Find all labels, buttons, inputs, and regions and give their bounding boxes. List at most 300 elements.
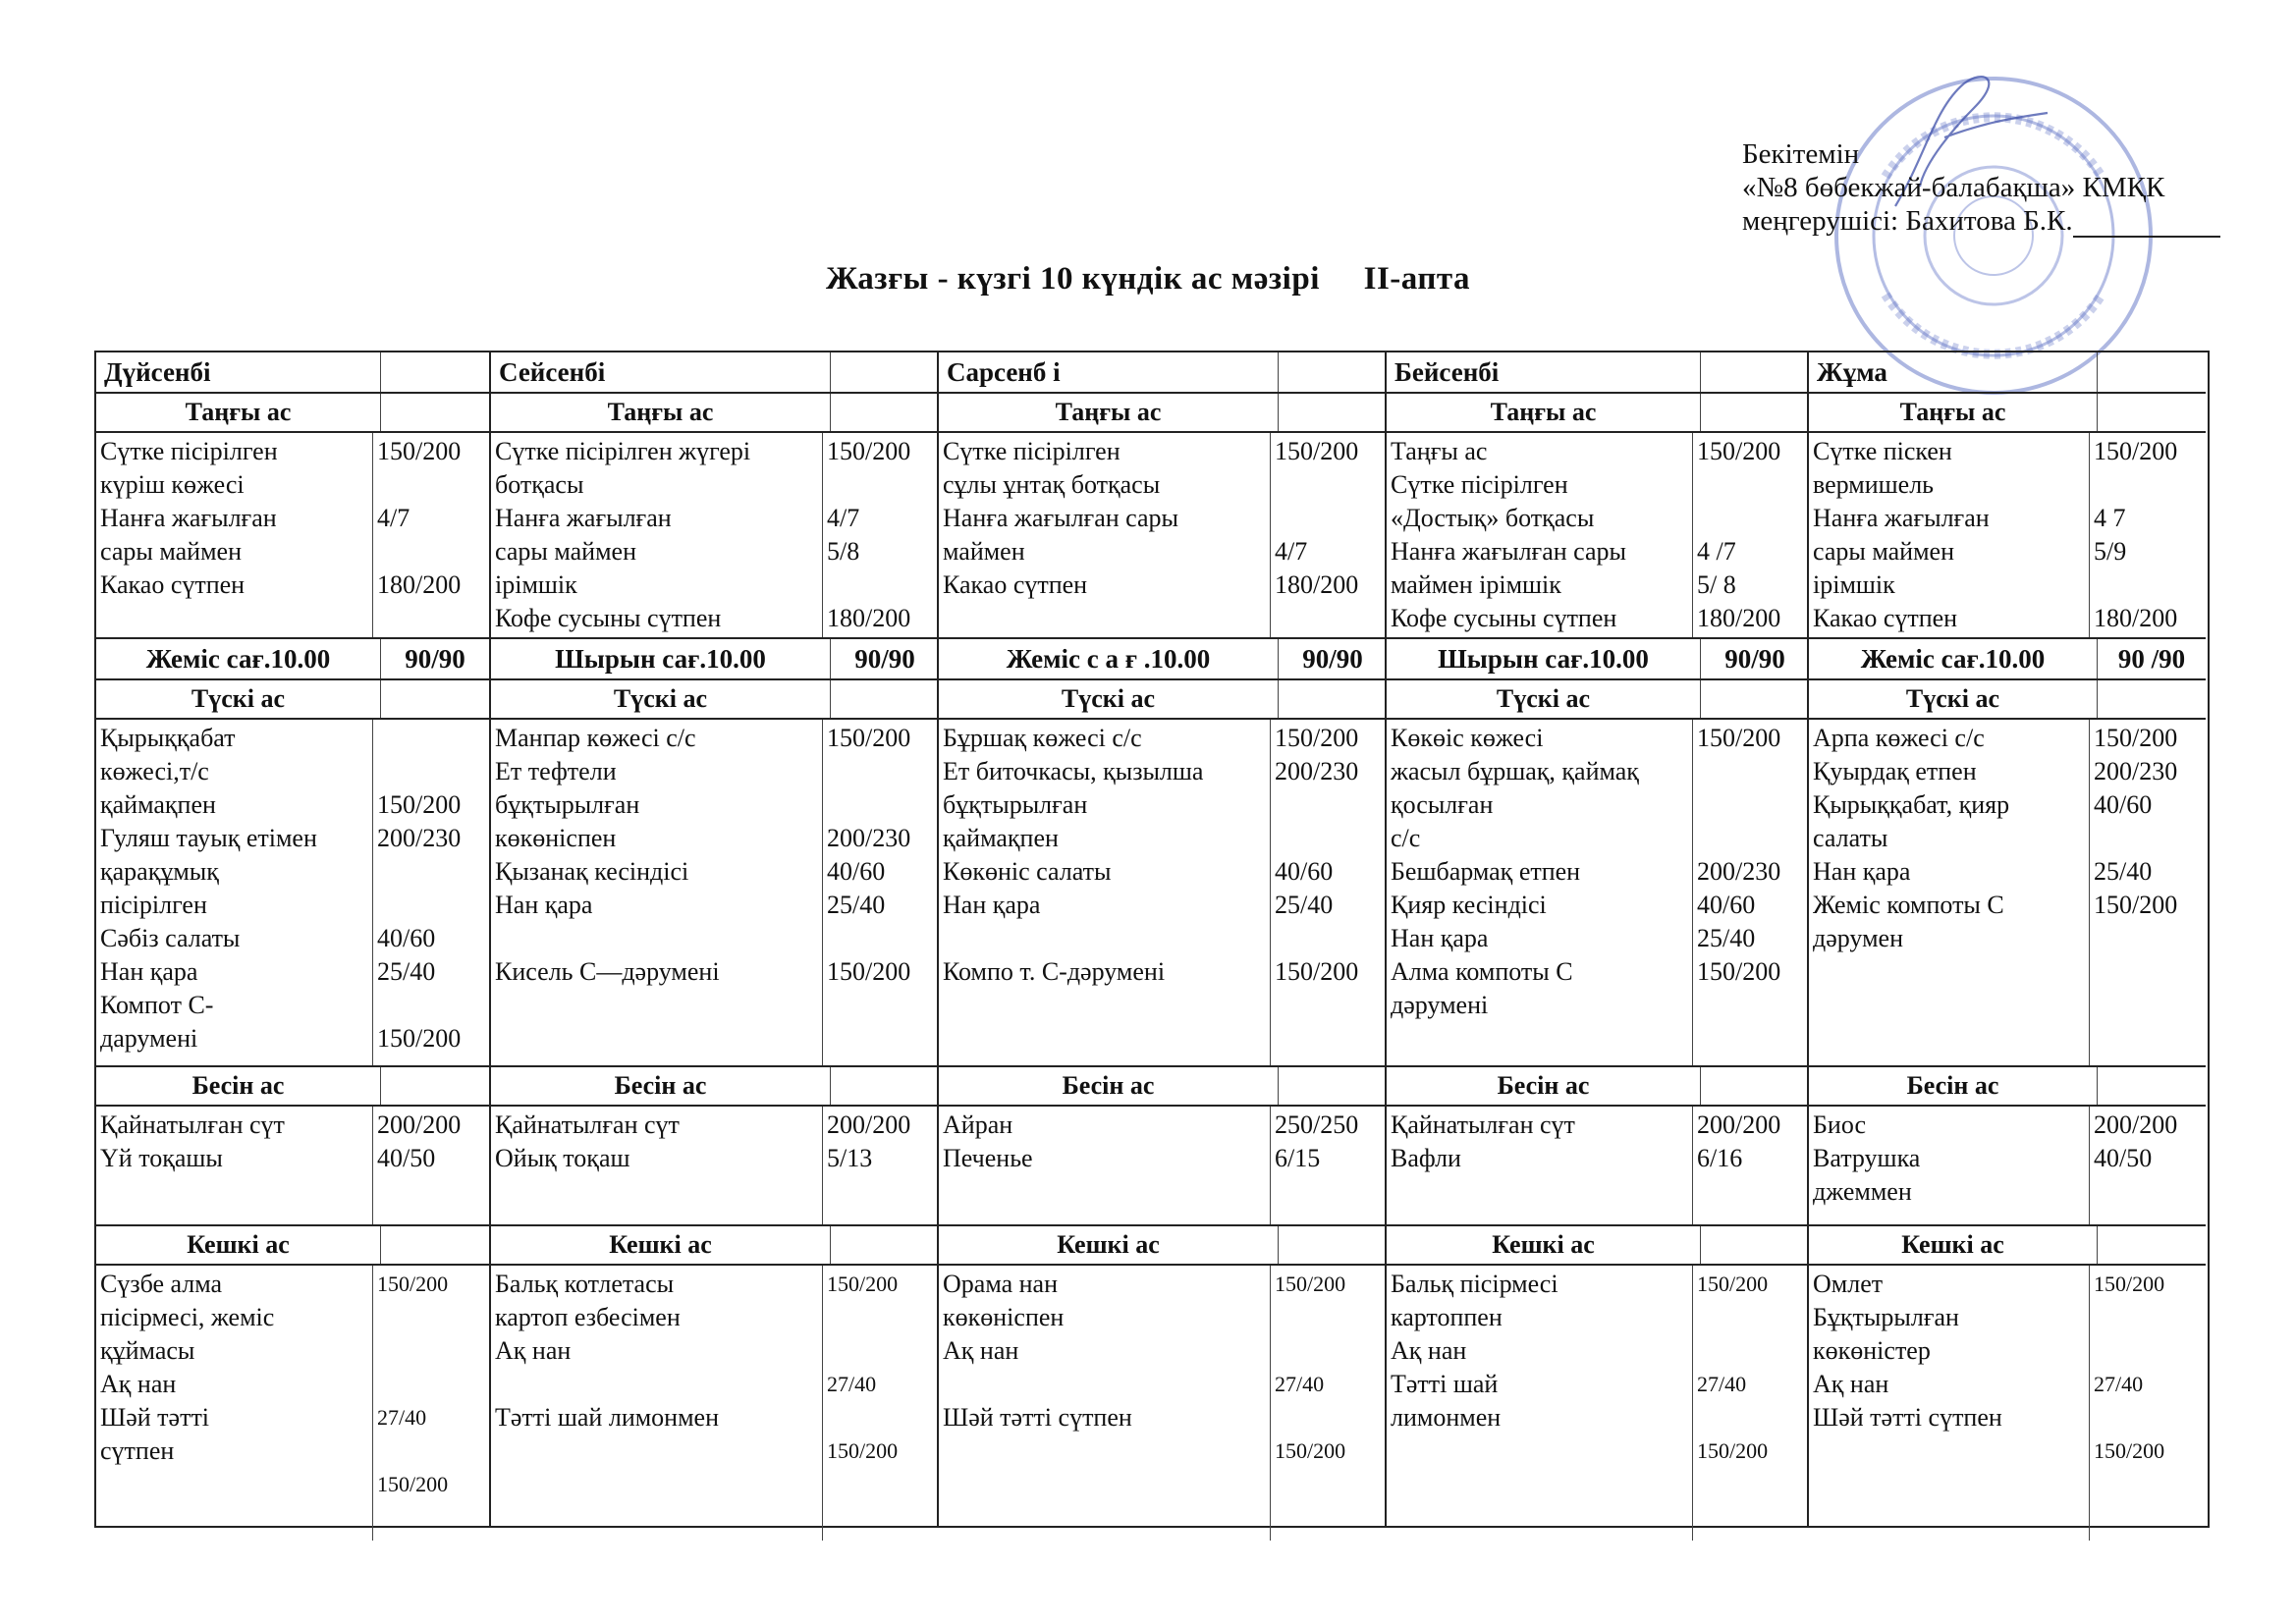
- dish-name: Нан қара: [100, 957, 198, 986]
- portion-size: [827, 989, 935, 1022]
- dish-name: [495, 1435, 818, 1468]
- dish-name: Нанға жағылған сары: [1391, 537, 1627, 566]
- portion-size: [2094, 955, 2202, 989]
- menu-section-dinner: [96, 1266, 489, 1541]
- portion-size: [377, 1301, 485, 1334]
- dish-name: Вафли: [1391, 1144, 1461, 1172]
- portion-size: [2094, 1468, 2202, 1501]
- dinner-items: [1809, 1266, 2089, 1541]
- dish-name: Көкөіс көжесі: [1391, 724, 1544, 752]
- dish-name: [495, 989, 818, 1022]
- portion-size: [377, 889, 485, 922]
- portion-size: [1697, 1301, 1805, 1334]
- meal-label: Бесін ас: [1906, 1071, 1999, 1100]
- dish-name: Қызанақ кесіндісі: [495, 857, 689, 886]
- meal-header-qty-cell: [1278, 1226, 1387, 1264]
- portion-size: [1275, 1022, 1383, 1056]
- menu-section-breakfast: [939, 433, 1387, 639]
- afternoon-items: [939, 1107, 1270, 1224]
- lunch-items: [939, 720, 1270, 1065]
- day-header-qty-cell: [1700, 352, 1809, 392]
- portion-size: 40/60: [2094, 790, 2153, 819]
- breakfast-items: [939, 433, 1270, 637]
- dish-name: Қияр кесіндісі: [1391, 891, 1547, 919]
- portion-size: 25/40: [377, 957, 436, 986]
- dish-name: Гуляш тауық етімен: [100, 824, 317, 852]
- portion-size: 4 7: [2094, 504, 2126, 532]
- portion-size: [1275, 468, 1383, 502]
- dish-name: Какао сүтпен: [100, 570, 246, 599]
- dish-name: с/с: [1391, 824, 1421, 852]
- dinner-items: [939, 1266, 1270, 1541]
- breakfast-quantities: [2089, 433, 2206, 637]
- menu-section-afternoon: [1387, 1107, 1809, 1226]
- dish-name: Ақ нан: [1391, 1336, 1467, 1365]
- afternoon-items: [1387, 1107, 1692, 1224]
- meal-header-qty-cell: [830, 394, 939, 431]
- day-header: [1387, 352, 1809, 394]
- portion-size: 200/200: [1697, 1110, 1781, 1139]
- dinner-items: [491, 1266, 822, 1541]
- meal-header: [939, 680, 1387, 720]
- dish-name: пісірілген: [100, 891, 207, 919]
- portion-size: 180/200: [377, 570, 462, 599]
- snack-qty: 90/90: [1700, 639, 1809, 678]
- menu-section-dinner: [491, 1266, 939, 1541]
- lunch-quantities: [822, 720, 939, 1065]
- menu-section-lunch: [1387, 720, 1809, 1067]
- dish-name: сары маймен: [1813, 537, 1955, 566]
- portion-size: [2094, 1301, 2202, 1334]
- portion-size: 5/ 8: [1697, 570, 1736, 599]
- portion-size: 200/200: [827, 1110, 911, 1139]
- portion-size: 4/7: [1275, 537, 1308, 566]
- portion-size: 25/40: [1275, 891, 1334, 919]
- portion-size: 200/230: [377, 824, 462, 852]
- portion-size: 150/200: [2094, 437, 2178, 465]
- portion-size: 150/200: [2094, 891, 2178, 919]
- menu-section-dinner: [939, 1266, 1387, 1541]
- meal-header-qty-cell: [1278, 394, 1387, 431]
- portion-size: [827, 1301, 935, 1334]
- title-main: Жазғы - күзгі 10 күндік ас мәзірі: [826, 261, 1320, 297]
- dish-name: Нанға жағылған: [1813, 504, 1990, 532]
- dish-name: Шәй тәтті: [100, 1403, 210, 1432]
- meal-header: [1387, 1067, 1809, 1107]
- dish-name: қаймақпен: [943, 824, 1059, 852]
- day-name: Бейсенбі: [1394, 357, 1500, 387]
- menu-section-breakfast: [491, 433, 939, 639]
- portion-size: [2094, 1022, 2202, 1056]
- dish-name: картоп езбесімен: [495, 1303, 681, 1331]
- portion-size: 150/200: [1697, 724, 1781, 752]
- meal-header: [96, 680, 489, 720]
- approval-line-1: Бекітемін: [1742, 138, 1860, 170]
- snack-qty: 90/90: [1278, 639, 1387, 678]
- menu-section-lunch: [96, 720, 489, 1067]
- portion-size: 27/40: [377, 1405, 427, 1430]
- dish-name: Бұршақ көжесі с/с: [943, 724, 1142, 752]
- meal-header-qty-cell: [380, 1067, 489, 1105]
- portion-size: [1697, 1175, 1805, 1209]
- dish-name: [495, 1368, 818, 1401]
- portion-size: [827, 468, 935, 502]
- portion-size: 150/200: [1697, 1272, 1769, 1296]
- day-column: [1385, 352, 1809, 1526]
- portion-size: 150/200: [2094, 1438, 2165, 1463]
- portion-size: 27/40: [2094, 1372, 2144, 1396]
- dish-name: Омлет: [1813, 1270, 1884, 1298]
- portion-size: [1275, 822, 1383, 855]
- portion-size: [1697, 822, 1805, 855]
- day-name: Жұма: [1817, 357, 1887, 387]
- day-header-qty-cell: [830, 352, 939, 392]
- portion-size: 150/200: [1275, 1438, 1346, 1463]
- dish-name: Какао сүтпен: [943, 570, 1088, 599]
- meal-header: [939, 394, 1387, 433]
- meal-label: Таңғы ас: [1490, 398, 1597, 426]
- dish-name: джеммен: [1813, 1177, 1912, 1206]
- dish-name: Ет биточкасы, қызылша: [943, 757, 1204, 785]
- dish-name: Какао сүтпен: [1813, 604, 1958, 632]
- dish-name: Тәтті шай лимонмен: [495, 1403, 720, 1432]
- breakfast-quantities: [822, 433, 939, 637]
- dish-name: Ақ нан: [495, 1336, 572, 1365]
- dish-name: [943, 602, 1266, 635]
- portion-size: 5/9: [2094, 537, 2127, 566]
- afternoon-quantities: [1270, 1107, 1387, 1224]
- portion-size: 200/230: [827, 824, 911, 852]
- portion-size: 150/200: [827, 437, 911, 465]
- portion-size: [1697, 788, 1805, 822]
- meal-label: Таңғы ас: [185, 398, 292, 426]
- portion-size: [1697, 502, 1805, 535]
- portion-size: [2094, 922, 2202, 955]
- dish-name: көкөніспен: [495, 824, 617, 852]
- dish-name: ірімшік: [495, 570, 577, 599]
- portion-size: [1697, 1401, 1805, 1435]
- menu-section-lunch: [939, 720, 1387, 1067]
- dish-name: дарумені: [100, 1024, 198, 1053]
- portion-size: [2094, 1334, 2202, 1368]
- dish-name: [1813, 1022, 2085, 1056]
- dish-name: бұқтырылған: [495, 790, 640, 819]
- portion-size: 150/200: [1275, 957, 1359, 986]
- portion-size: 27/40: [827, 1372, 877, 1396]
- dish-name: «Достық» ботқасы: [1391, 504, 1595, 532]
- portion-size: 150/200: [827, 724, 911, 752]
- dish-name: көжесі,т/с: [100, 757, 209, 785]
- meal-header: [1809, 394, 2206, 433]
- lunch-quantities: [2089, 720, 2206, 1065]
- dish-name: [943, 1022, 1266, 1056]
- portion-size: 200/200: [2094, 1110, 2178, 1139]
- dish-name: [100, 602, 368, 635]
- portion-size: 150/200: [1275, 724, 1359, 752]
- meal-header-qty-cell: [830, 1226, 939, 1264]
- dinner-quantities: [822, 1266, 939, 1541]
- meal-header: [1387, 394, 1809, 433]
- portion-size: [377, 1175, 485, 1209]
- dish-name: Сүтке піскен: [1813, 437, 1952, 465]
- dish-name: Бальқ пісірмесі: [1391, 1270, 1558, 1298]
- portion-size: 200/230: [1697, 857, 1781, 886]
- dish-name: қарақұмық: [100, 857, 219, 886]
- dish-name: Қайнатылған сүт: [495, 1110, 680, 1139]
- dish-name: Ватрушка: [1813, 1144, 1921, 1172]
- meal-label: Бесін ас: [1497, 1071, 1590, 1100]
- dish-name: Печенье: [943, 1144, 1033, 1172]
- portion-size: 150/200: [377, 790, 462, 819]
- breakfast-quantities: [1692, 433, 1809, 637]
- portion-size: 27/40: [1697, 1372, 1747, 1396]
- meal-header: [939, 1226, 1387, 1266]
- dish-name: [1391, 1175, 1688, 1209]
- dish-name: [1813, 1435, 2085, 1468]
- dish-name: қаймақпен: [100, 790, 216, 819]
- dish-name: Көкөніс салаты: [943, 857, 1112, 886]
- dish-name: көкөністер: [1813, 1336, 1931, 1365]
- dish-name: лимонмен: [1391, 1403, 1502, 1432]
- dish-name: Қырыққабат: [100, 724, 236, 752]
- breakfast-quantities: [372, 433, 489, 637]
- portion-size: [1275, 1334, 1383, 1368]
- portion-size: 250/250: [1275, 1110, 1359, 1139]
- dish-name: жасыл бұршақ, қаймақ: [1391, 757, 1639, 785]
- dish-name: Кисель С—дәрумені: [495, 957, 720, 986]
- dish-name: Биос: [1813, 1110, 1867, 1139]
- meal-header: [491, 394, 939, 433]
- snack-row: [96, 639, 489, 680]
- portion-size: [1275, 1301, 1383, 1334]
- lunch-items: [96, 720, 372, 1065]
- day-header-qty-cell: [380, 352, 489, 392]
- breakfast-items: [1809, 433, 2089, 637]
- dish-name: [495, 922, 818, 955]
- meal-label: Таңғы ас: [607, 398, 714, 426]
- portion-size: 150/200: [377, 1024, 462, 1053]
- portion-size: 150/200: [2094, 1272, 2165, 1296]
- portion-size: 200/230: [2094, 757, 2178, 785]
- portion-size: 40/60: [1697, 891, 1756, 919]
- portion-size: [1697, 468, 1805, 502]
- dish-name: [495, 1175, 818, 1209]
- portion-size: [377, 1435, 485, 1468]
- portion-size: [377, 755, 485, 788]
- dish-name: Нанға жағылған сары: [943, 504, 1179, 532]
- day-column: [489, 352, 939, 1526]
- portion-size: [1697, 989, 1805, 1022]
- dish-name: Нанға жағылған: [100, 504, 277, 532]
- meal-label: Түскі ас: [1905, 684, 2000, 713]
- menu-section-breakfast: [96, 433, 489, 639]
- dish-name: Сүтке пісірілген жүгері: [495, 437, 751, 465]
- dish-name: Ет тефтели: [495, 757, 617, 785]
- dish-name: [1813, 989, 2085, 1022]
- menu-table: [94, 351, 2210, 1528]
- meal-label: Түскі ас: [1496, 684, 1591, 713]
- dish-name: вермишель: [1813, 470, 1935, 499]
- dish-name: көкөніспен: [943, 1303, 1065, 1331]
- portion-size: [377, 722, 485, 755]
- dish-name: Сүтке пісірілген: [1391, 470, 1568, 499]
- portion-size: 150/200: [1275, 1272, 1346, 1296]
- snack-label: Шырын сағ.10.00: [1438, 644, 1649, 674]
- dish-name: Нанға жағылған: [495, 504, 672, 532]
- dish-name: Үй тоқашы: [100, 1144, 223, 1172]
- dish-name: Нан қара: [495, 891, 593, 919]
- dish-name: Тәтті шай: [1391, 1370, 1499, 1398]
- portion-size: 150/200: [1275, 437, 1359, 465]
- dish-name: Компот С-: [100, 991, 214, 1019]
- portion-size: [827, 788, 935, 822]
- portion-size: 180/200: [1275, 570, 1359, 599]
- dish-name: Ақ нан: [100, 1370, 177, 1398]
- day-name: Сейсенбі: [499, 357, 606, 387]
- snack-row: [939, 639, 1387, 680]
- meal-header: [1387, 1226, 1809, 1266]
- afternoon-quantities: [1692, 1107, 1809, 1224]
- portion-size: 150/200: [377, 437, 462, 465]
- snack-row: [491, 639, 939, 680]
- portion-size: 40/60: [1275, 857, 1334, 886]
- portion-size: 200/230: [1275, 757, 1359, 785]
- portion-size: 150/200: [377, 1272, 449, 1296]
- day-header-qty-cell: [1278, 352, 1387, 392]
- dish-name: Нан қара: [1813, 857, 1911, 886]
- dish-name: Шәй тәтті сүтпен: [943, 1403, 1132, 1432]
- portion-size: 150/200: [2094, 724, 2178, 752]
- portion-size: 150/200: [1697, 1438, 1769, 1463]
- dish-name: дәрумен: [1813, 924, 1903, 952]
- menu-section-dinner: [1387, 1266, 1809, 1541]
- meal-header-qty-cell: [2097, 1067, 2206, 1105]
- portion-size: [377, 989, 485, 1022]
- snack-row: [1387, 639, 1809, 680]
- lunch-items: [491, 720, 822, 1065]
- dish-name: Бешбармақ етпен: [1391, 857, 1581, 886]
- dish-name: маймен ірімшік: [1391, 570, 1561, 599]
- dish-name: картоппен: [1391, 1303, 1503, 1331]
- dish-name: сары маймен: [495, 537, 637, 566]
- dish-name: сүтпен: [100, 1436, 175, 1465]
- portion-size: 4 /7: [1697, 537, 1736, 566]
- portion-size: 25/40: [2094, 857, 2153, 886]
- snack-label: Жеміс с а ғ .10.00: [1006, 644, 1211, 674]
- dish-name: [943, 989, 1266, 1022]
- snack-label: Шырын сағ.10.00: [555, 644, 766, 674]
- dish-name: Нан қара: [1391, 924, 1489, 952]
- meal-header-qty-cell: [1278, 680, 1387, 718]
- dish-name: [943, 1435, 1266, 1468]
- menu-section-afternoon: [939, 1107, 1387, 1226]
- meal-label: Таңғы ас: [1055, 398, 1162, 426]
- portion-size: [377, 855, 485, 889]
- dish-name: ботқасы: [495, 470, 584, 499]
- meal-label: Кешкі ас: [1057, 1230, 1160, 1259]
- meal-header-qty-cell: [2097, 394, 2206, 431]
- lunch-quantities: [1270, 720, 1387, 1065]
- dish-name: Қуырдақ етпен: [1813, 757, 1977, 785]
- day-header: [491, 352, 939, 394]
- breakfast-items: [96, 433, 372, 637]
- dish-name: Ойық тоқаш: [495, 1144, 630, 1172]
- portion-size: 40/50: [377, 1144, 436, 1172]
- approval-line-2: «№8 бөбекжай-балабақша» КМҚК: [1742, 172, 2165, 203]
- portion-size: [1697, 755, 1805, 788]
- dish-name: Қайнатылған сүт: [1391, 1110, 1575, 1139]
- portion-size: 150/200: [827, 1272, 899, 1296]
- dinner-items: [96, 1266, 372, 1541]
- dish-name: қосылған: [1391, 790, 1494, 819]
- dish-name: сары маймен: [100, 537, 243, 566]
- day-header: [1809, 352, 2206, 394]
- day-column: [937, 352, 1387, 1526]
- dish-name: пісірмесі, жеміс: [100, 1303, 275, 1331]
- afternoon-items: [1809, 1107, 2089, 1224]
- dish-name: салаты: [1813, 824, 1888, 852]
- dish-name: Таңғы ас: [1391, 437, 1488, 465]
- meal-header: [1387, 680, 1809, 720]
- breakfast-items: [491, 433, 822, 637]
- portion-size: [1275, 989, 1383, 1022]
- portion-size: [377, 602, 485, 635]
- dish-name: [495, 1022, 818, 1056]
- lunch-items: [1809, 720, 2089, 1065]
- dinner-quantities: [1270, 1266, 1387, 1541]
- portion-size: 40/60: [377, 924, 436, 952]
- portion-size: 4/7: [377, 504, 410, 532]
- portion-size: [2094, 1175, 2202, 1209]
- portion-size: [377, 468, 485, 502]
- meal-header-qty-cell: [2097, 680, 2206, 718]
- snack-label: Жеміс сағ.10.00: [1860, 644, 2046, 674]
- portion-size: 4/7: [827, 504, 860, 532]
- dinner-quantities: [1692, 1266, 1809, 1541]
- dish-name: Ақ нан: [1813, 1370, 1889, 1398]
- day-name: Дүйсенбі: [104, 357, 211, 387]
- dish-name: Жеміс компоты С: [1813, 891, 2004, 919]
- meal-header: [939, 1067, 1387, 1107]
- portion-size: [377, 1368, 485, 1401]
- dish-name: Алма компоты С: [1391, 957, 1573, 986]
- meal-label: Кешкі ас: [1901, 1230, 2004, 1259]
- meal-label: Бесін ас: [1062, 1071, 1155, 1100]
- portion-size: [827, 1468, 935, 1501]
- portion-size: [2094, 1401, 2202, 1435]
- portion-size: [827, 755, 935, 788]
- meal-header: [96, 394, 489, 433]
- dish-name: Айран: [943, 1110, 1013, 1139]
- meal-header: [491, 680, 939, 720]
- day-header-qty-cell: [2097, 352, 2206, 392]
- dish-name: Манпар көжесі с/с: [495, 724, 696, 752]
- dish-name: Қайнатылған сүт: [100, 1110, 285, 1139]
- dish-name: маймен: [943, 537, 1025, 566]
- meal-header-qty-cell: [830, 680, 939, 718]
- dish-name: дәрумені: [1391, 991, 1489, 1019]
- portion-size: [1275, 602, 1383, 635]
- afternoon-quantities: [372, 1107, 489, 1224]
- menu-section-breakfast: [1387, 433, 1809, 639]
- snack-label: Жеміс сағ.10.00: [145, 644, 331, 674]
- meal-label: Бесін ас: [191, 1071, 285, 1100]
- portion-size: [377, 535, 485, 568]
- dish-name: бұқтырылған: [943, 790, 1088, 819]
- snack-qty: 90/90: [380, 639, 489, 678]
- dish-name: Арпа көжесі с/с: [1813, 724, 1985, 752]
- portion-size: [2094, 468, 2202, 502]
